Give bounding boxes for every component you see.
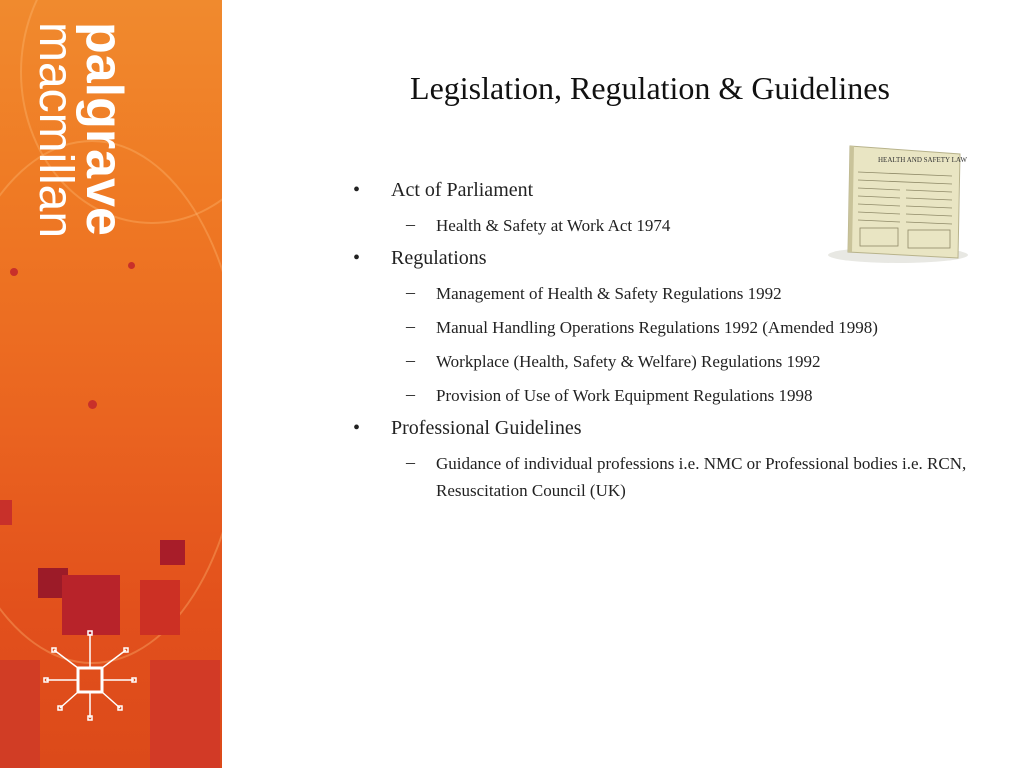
bullet-label: Regulations [391, 247, 487, 269]
sub-bullet-label: Workplace (Health, Safety & Welfare) Regulations 1992 [436, 352, 821, 371]
sub-bullet-item [350, 314, 970, 341]
bullet-list [350, 178, 970, 511]
sub-bullet-marker: – [406, 282, 415, 302]
bullet-item [350, 178, 970, 202]
sub-bullet-label: Manual Handling Operations Regulations 1992 (Amended 1998) [436, 318, 878, 337]
sub-bullet-marker: – [406, 214, 415, 234]
sub-bullet-item [350, 382, 970, 409]
sub-bullet-item [350, 348, 970, 375]
decorative-square [140, 580, 180, 635]
sub-bullet-item [350, 212, 970, 239]
slide-title: Legislation, Regulation & Guidelines [410, 70, 890, 106]
decorative-square [0, 660, 40, 768]
sub-bullet-item [350, 450, 970, 504]
sub-bullet-marker: – [406, 350, 415, 370]
bullet-label: Act of Parliament [391, 179, 534, 201]
decorative-square [150, 660, 220, 768]
sub-bullet-label: Management of Health & Safety Regulations 1992 [436, 284, 782, 303]
sub-bullet-label: Guidance of individual professions i.e. NMC or Professional bodies i.e. RCN, Resuscitation Council (UK) [436, 454, 967, 500]
bullet-marker: • [353, 179, 361, 201]
sub-bullet-label: Health & Safety at Work Act 1974 [436, 216, 671, 235]
decorative-square [0, 500, 12, 525]
sub-bullet-marker: – [406, 316, 415, 336]
brand-strip [0, 0, 222, 768]
decorative-square [160, 540, 185, 565]
sub-bullet-marker: – [406, 452, 415, 472]
brand-logo-text [32, 22, 142, 272]
decorative-square [62, 575, 120, 635]
sub-bullet-marker: – [406, 384, 415, 404]
bullet-marker: • [353, 417, 361, 439]
sub-bullet-item [350, 280, 970, 307]
brand-line-2: macmillan [32, 22, 82, 239]
poster-title: HEALTH AND SAFETY LAW [878, 156, 967, 164]
sub-bullet-label: Provision of Use of Work Equipment Regulations 1998 [436, 386, 813, 405]
decorative-dot [10, 268, 18, 276]
bullet-marker: • [353, 247, 361, 269]
brand-mark-icon [40, 630, 140, 730]
bullet-item [350, 416, 970, 440]
bullet-label: Professional Guidelines [391, 417, 582, 439]
bullet-item [350, 246, 970, 270]
brand-line-1: palgrave [75, 22, 133, 236]
decorative-dot [88, 400, 97, 409]
